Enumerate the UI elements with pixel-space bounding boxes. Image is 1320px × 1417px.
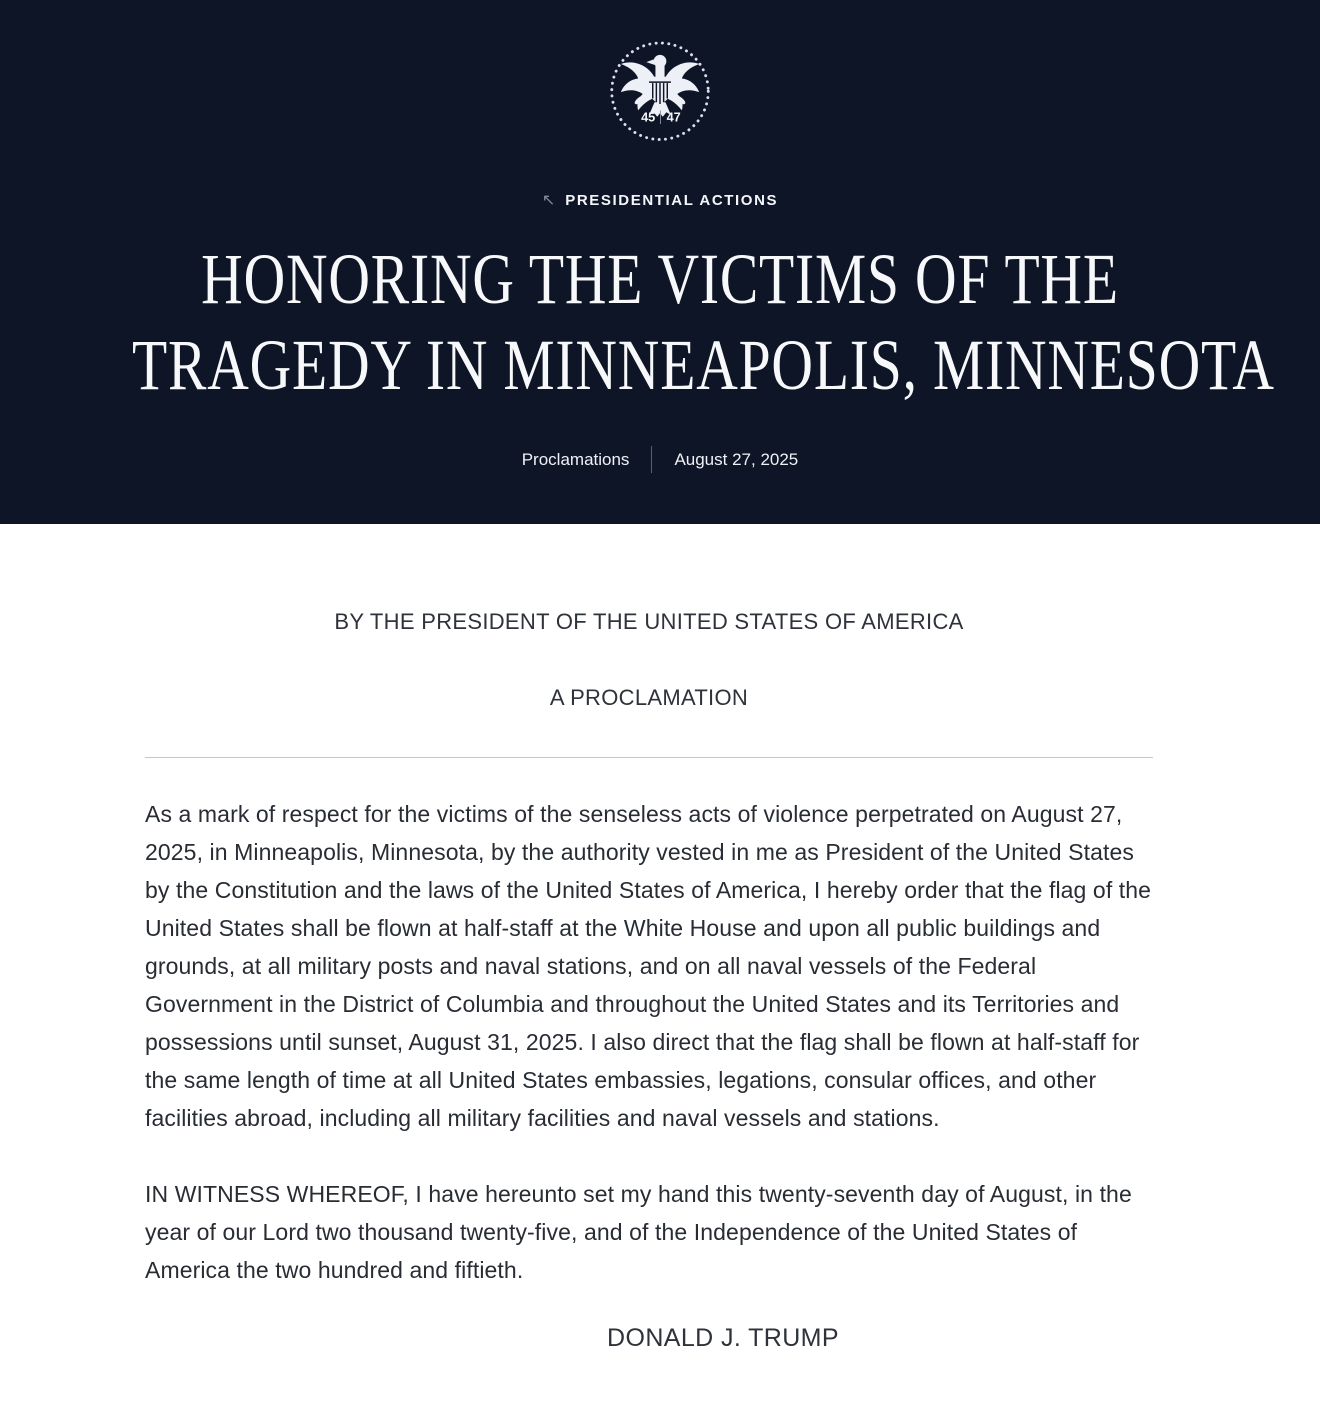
meta-divider xyxy=(651,446,652,473)
signature-name: DONALD J. TRUMP xyxy=(607,1324,839,1352)
paragraph-2: IN WITNESS WHEREOF, I have hereunto set my hand this twenty-seventh day of August, in the year of our Lord two thousand twenty-five, and of the Independence of the United States of America the two hundred and fiftieth. xyxy=(145,1181,1132,1283)
presidential-seal-icon xyxy=(607,33,713,155)
page-title xyxy=(132,236,1275,408)
post-meta xyxy=(0,446,1320,473)
seal-number-47: 47 xyxy=(666,109,681,125)
heading-by-the-president: BY THE PRESIDENT OF THE UNITED STATES OF AMERICA xyxy=(334,609,964,634)
heading-a-proclamation: A PROCLAMATION xyxy=(549,685,749,710)
page-title-line-2: TRAGEDY IN MINNEAPOLIS, MINNESOTA xyxy=(132,325,1275,405)
proclamation-document xyxy=(145,608,1153,1357)
page-title-line-1: HONORING THE VICTIMS OF THE xyxy=(201,239,1119,319)
seal-number-45: 45 xyxy=(641,109,656,125)
category-link[interactable]: Proclamations xyxy=(521,449,630,469)
breadcrumb-presidential-actions[interactable] xyxy=(0,191,1320,211)
seal-shield-stripes xyxy=(649,82,671,104)
paragraph-1: As a mark of respect for the victims of the senseless acts of violence perpetrated on August 27, 2025, in Minneapolis, Minnesota, by the authority vested in me as President of the United States by the Constitution and the laws of the United States of America, I hereby order that the flag of the United States shall be flown at half-staff at the White House and upon all public buildings and grounds, at all military posts and naval stations, and on all naval vessels of the Federal Government in the District of Columbia and throughout the United States and its Territories and possessions until sunset, August 31, 2025. I also direct that the flag shall be flown at half-staff for the same length of time at all United States embassies, legations, consular offices, and other facilities abroad, including all military facilities and naval vessels and stations. xyxy=(145,801,1152,1131)
divider-rule xyxy=(145,757,1153,758)
breadcrumb-label: PRESIDENTIAL ACTIONS xyxy=(565,192,779,209)
publish-date: August 27, 2025 xyxy=(674,449,799,469)
nw-arrow-icon: ↖ xyxy=(541,192,556,209)
hero-header xyxy=(0,0,1320,524)
